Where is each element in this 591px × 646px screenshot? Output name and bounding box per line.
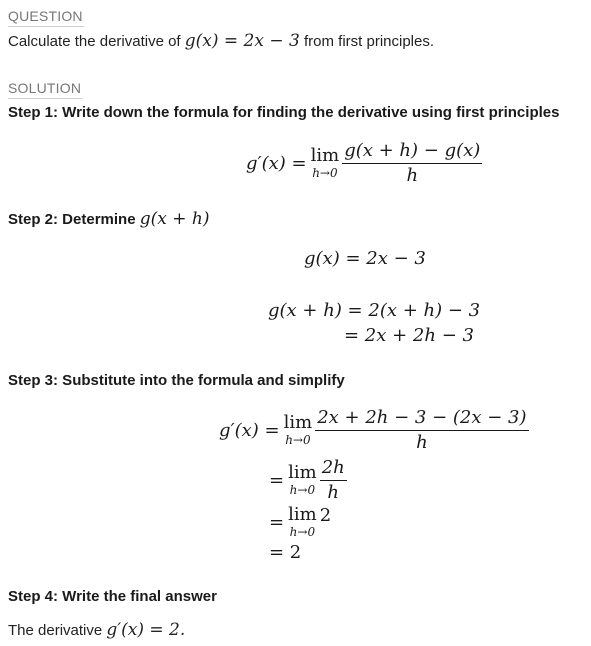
step-3-denominator-1: h [416,432,428,453]
solution-label: SOLUTION [8,80,82,96]
step-3-fraction-2 [320,457,347,503]
step-1-heading [8,104,559,121]
step-3-lhs: g′(x) = [219,419,280,441]
step-3-fraction-1 [315,407,528,453]
final-answer [8,620,185,640]
step-3-lim-sub-1: h→0 [285,433,311,447]
step-3-denominator-2: h [327,482,339,503]
step-2-label: Step 2: [8,211,59,228]
step-3-lim-sub-2: h→0 [289,483,316,497]
step-1-label: Step 1: [8,104,59,121]
final-answer-prefix: The derivative [8,622,107,639]
step-3-title: Substitute into the formula and simplify [58,372,345,389]
step-1-denominator: h [406,165,419,186]
step-1-formula [246,140,482,186]
step-1-lhs: g′(x) = [246,152,307,174]
step-3-line-2 [269,457,347,503]
step-3-eq-2: = [269,469,285,491]
step-3-limit-2 [288,464,317,496]
step-3-value-3: 2 [319,504,332,526]
step-3-numerator-1: 2x + 2h − 3 − (2x − 3) [315,407,528,431]
step-1-lim-sub: h→0 [312,166,338,180]
step-2-line-3: = 2x + 2h − 3 [344,325,474,346]
step-1-numerator: g(x + h) − g(x) [342,140,482,164]
step-3-lim-word-3: lim [288,504,317,525]
step-2-title: Determine [58,211,140,228]
step-1-title: Write down the formula for finding the derivative using first principles [58,104,560,121]
step-3-label: Step 3: [8,372,59,389]
step-3-eq-3: = [269,511,285,533]
step-3-lim-word-2: lim [288,462,317,483]
question-function: g(x) = 2x − 3 [184,31,300,51]
step-2-heading [8,209,209,229]
question-text [8,31,434,51]
step-1-limit [311,147,340,179]
step-4-title: Write the final answer [58,588,217,605]
solution-label-underline [8,98,82,99]
step-2-line-1: g(x) = 2x − 3 [304,248,426,269]
step-3-heading [8,372,345,389]
step-3-limit-3 [288,506,317,538]
step-2-line-2: g(x + h) = 2(x + h) − 3 [268,300,481,321]
step-3-lim-sub-3: h→0 [289,525,316,539]
step-3-limit-1 [284,414,313,446]
step-4-heading [8,588,217,605]
question-label: QUESTION [8,8,83,24]
final-answer-math: g′(x) = 2. [106,620,186,640]
step-3-numerator-2: 2h [320,457,347,481]
step-3-line-1 [219,407,529,453]
step-2-title-math: g(x + h) [139,209,210,229]
step-4-label: Step 4: [8,588,59,605]
step-1-fraction [342,140,482,186]
step-1-lim-word: lim [310,145,340,166]
question-prefix: Calculate the derivative of [8,33,185,50]
step-3-lim-word-1: lim [283,412,313,433]
question-label-underline [8,26,84,27]
question-suffix: from first principles. [299,33,435,50]
step-3-line-4: = 2 [269,542,302,563]
step-3-line-3 [269,506,331,538]
